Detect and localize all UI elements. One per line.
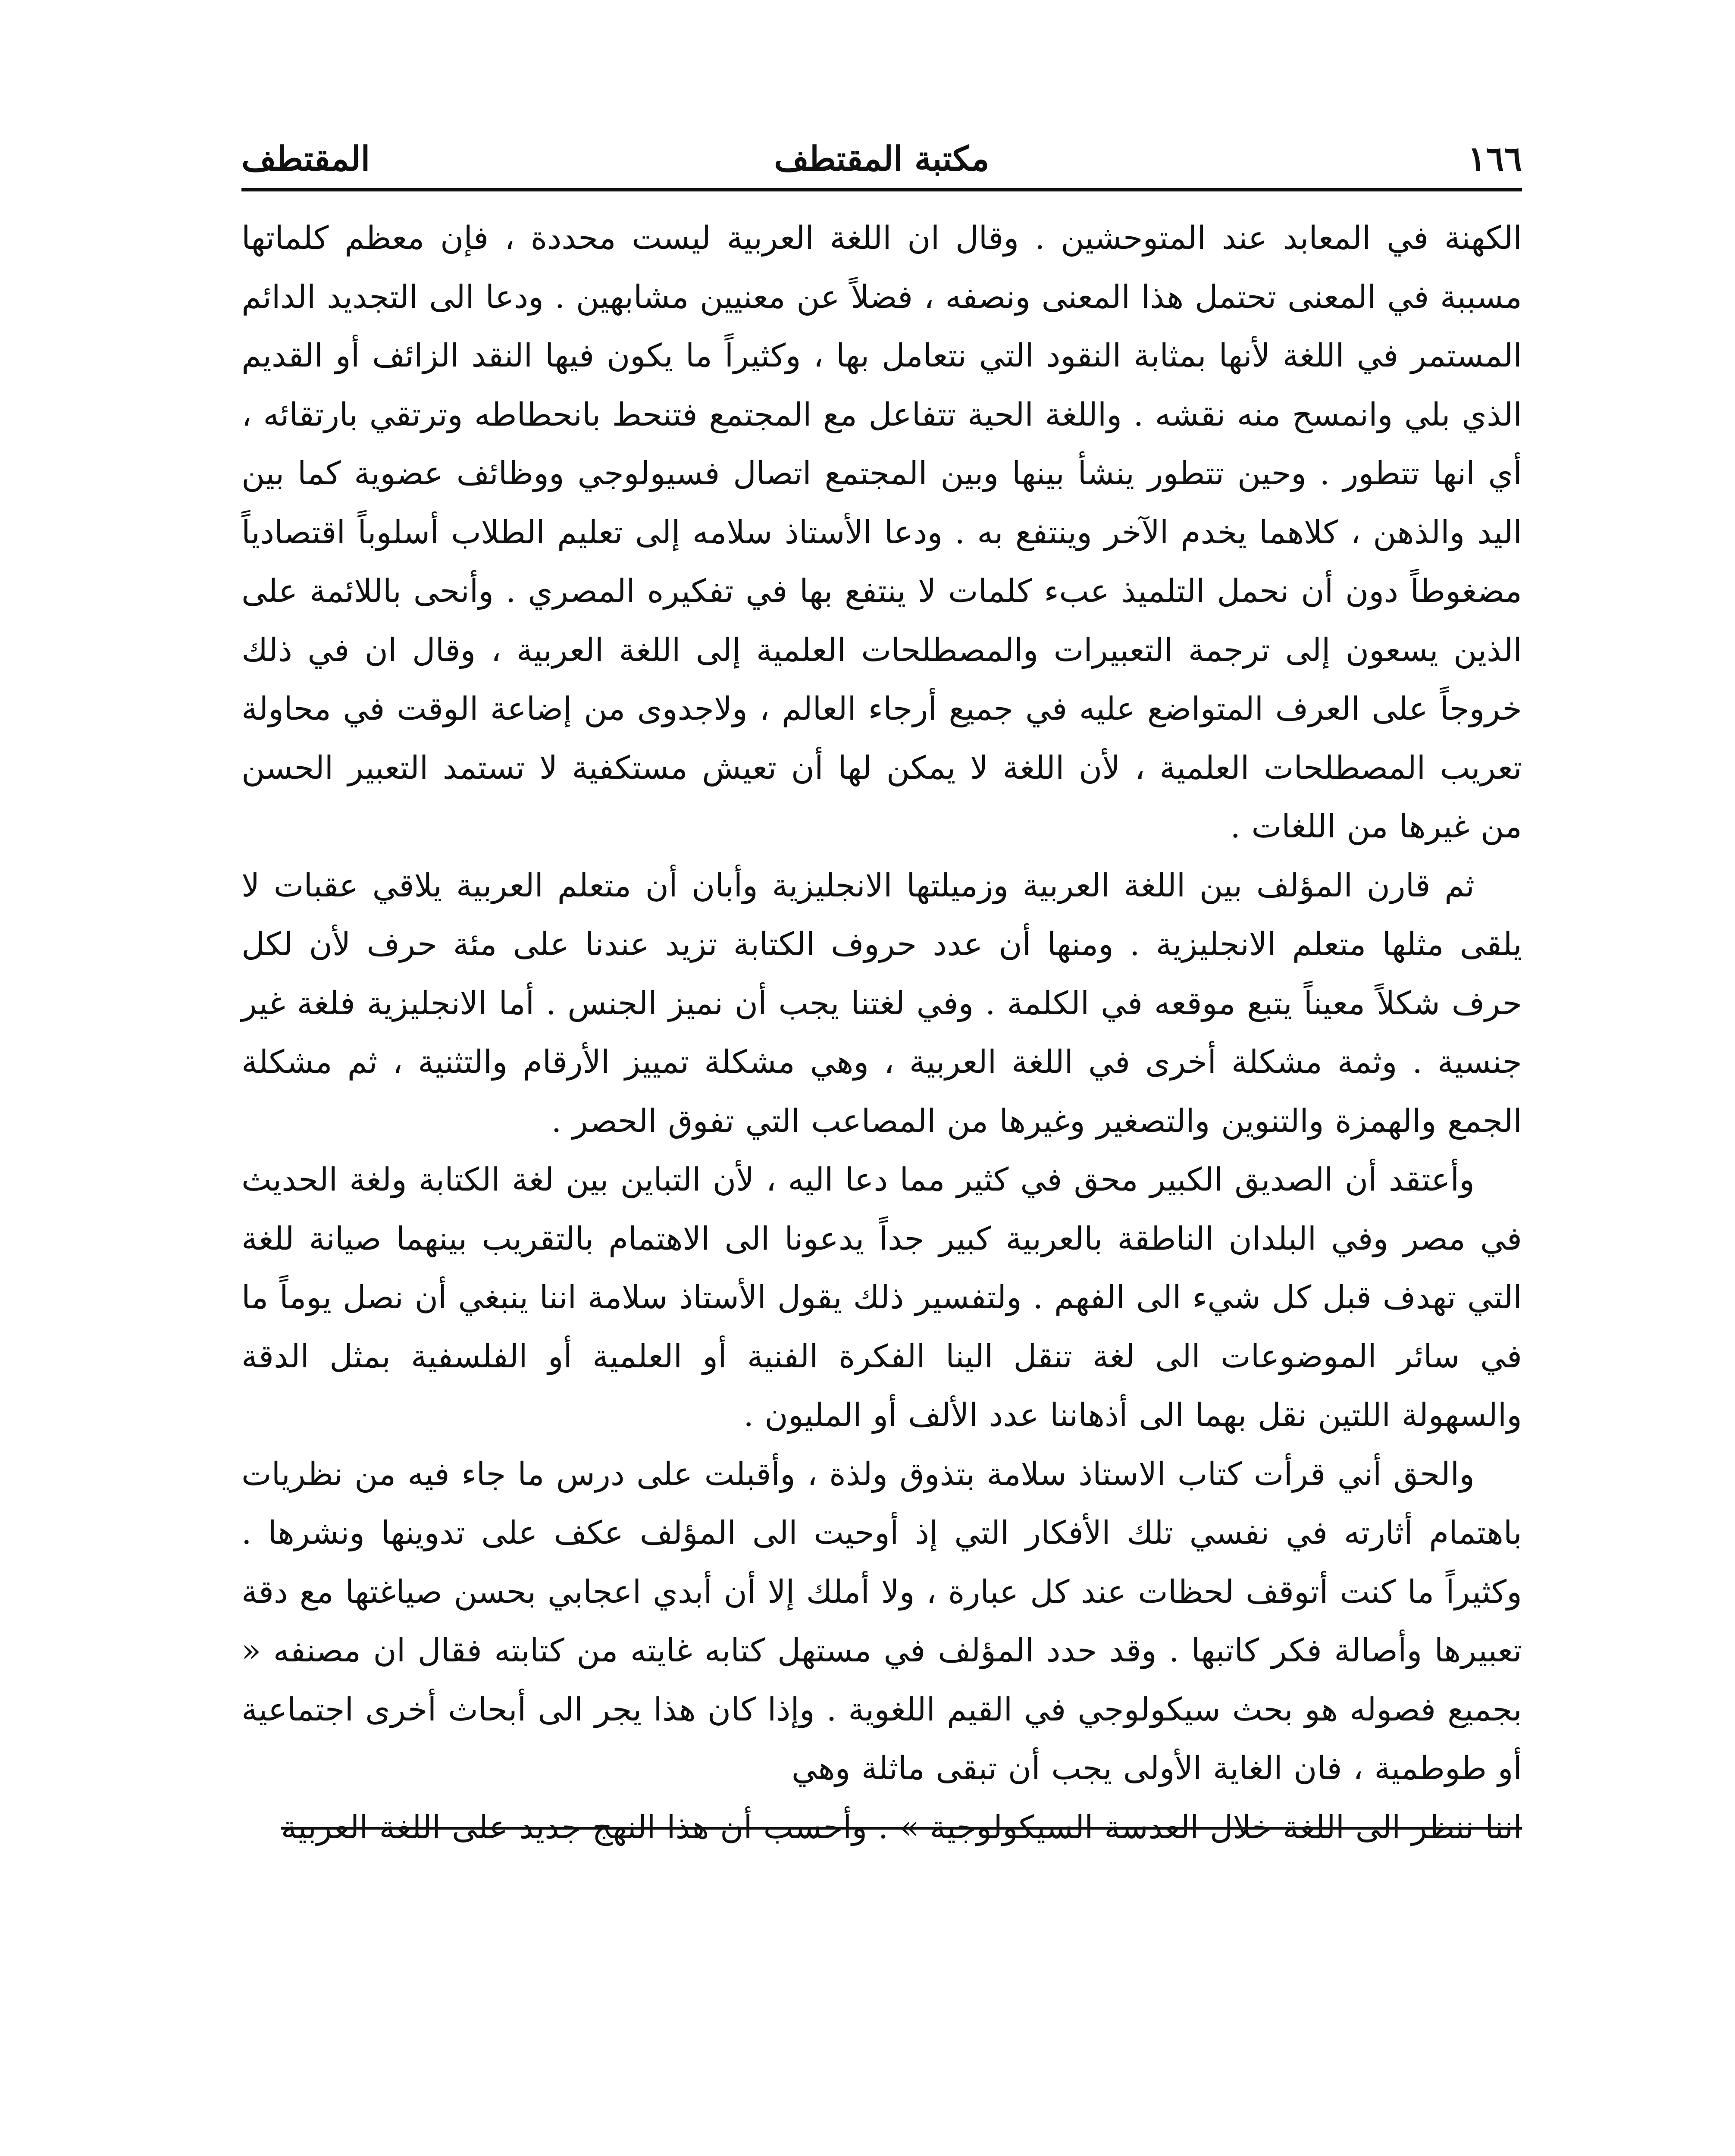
journal-name: المقتطف <box>241 139 370 179</box>
page-header <box>241 129 1522 185</box>
body-text <box>241 209 1522 1857</box>
struck-through-line: اننا ننظر الى اللغة خلال العدسة السيكولوجية » . وأحسب أن هذا النهج جديد على اللغة العربية <box>281 1808 1522 1846</box>
paragraph-2: ثم قارن المؤلف بين اللغة العربية وزميلتها الانجليزية وأبان أن متعلم العربية يلاقي عقبات لا يلقى مثلها متعلم الانجليزية . ومنها أن عدد حروف الكتابة تزيد عندنا على مئة حرف لأن لكل حرف شكلاً معيناً يتبع موقعه في الكلمة . وفي لغتنا يجب أن نميز الجنس . أما الانجليزية فلغة غير جنسية . وثمة مشكلة أخرى في اللغة العربية ، وهي مشكلة تمييز الأرقام والتثنية ، ثم مشكلة الجمع والهمزة والتنوين والتصغير وغيرها من المصاعب التي تفوق الحصر . <box>241 867 1522 1140</box>
page-number: ١٦٦ <box>1468 139 1522 179</box>
paragraph-3: وأعتقد أن الصديق الكبير محق في كثير مما دعا اليه ، لأن التباين بين لغة الكتابة ولغة الحديث في مصر وفي البلدان الناطقة بالعربية كبير جداً يدعونا الى الاهتمام بالتقريب بينهما صيانة للغة التي تهدف قبل كل شيء الى الفهم . ولتفسير ذلك يقول الأستاذ سلامة اننا ينبغي أن نصل يوماً ما في سائر الموضوعات الى لغة تنقل الينا الفكرة الفنية أو العلمية أو الفلسفية بمثل الدقة والسهولة اللتين نقل بهما الى أذهاننا عدد الألف أو المليون . <box>241 1161 1522 1434</box>
running-title: مكتبة المقتطف <box>774 139 990 179</box>
header-divider <box>241 188 1522 191</box>
paragraph-1: الكهنة في المعابد عند المتوحشين . وقال ان اللغة العربية ليست محددة ، فإن معظم كلماتها مسببة في المعنى تحتمل هذا المعنى ونصفه ، فضلاً عن معنيين مشابهين . ودعا الى التجديد الدائم المستمر في اللغة لأنها بمثابة النقود التي نتعامل بها ، وكثيراً ما يكون فيها النقد الزائف أو القديم الذي بلي وانمسح منه نقشه . واللغة الحية تتفاعل مع المجتمع فتنحط بانحطاطه وترتقي بارتقائه ، أي انها تتطور . وحين تتطور ينشأ بينها وبين المجتمع اتصال فسيولوجي ووظائف عضوية كما بين اليد والذهن ، كلاهما يخدم الآخر وينتفع به . ودعا الأستاذ سلامه إلى تعليم الطلاب أسلوباً اقتصادياً مضغوطاً دون أن نحمل التلميذ عبء كلمات لا ينتفع بها في تفكيره المصري . وأنحى باللائمة على الذين يسعون إلى ترجمة التعبيرات والمصطلحات العلمية إلى اللغة العربية ، وقال ان في ذلك خروجاً على العرف المتواضع عليه في جميع أرجاء العالم ، ولاجدوى من إضاعة الوقت في محاولة تعريب المصطلحات العلمية ، لأن اللغة لا يمكن لها أن تعيش مستكفية لا تستمد التعبير الحسن من غيرها من اللغات . <box>241 219 1522 845</box>
paragraph-4: والحق أني قرأت كتاب الاستاذ سلامة بتذوق ولذة ، وأقبلت على درس ما جاء فيه من نظريات باهتمام أثارته في نفسي تلك الأفكار التي إذ أوحيت الى المؤلف عكف على تدوينها ونشرها . وكثيراً ما كنت أتوقف لحظات عند كل عبارة ، ولا أملك إلا أن أبدي اعجابي بحسن صياغتها مع دقة تعبيرها وأصالة فكر كاتبها . وقد حدد المؤلف في مستهل كتابه غايته من كتابته فقال ان مصنفه « بجميع فصوله هو بحث سيكولوجي في القيم اللغوية . وإذا كان هذا يجر الى أبحاث أخرى اجتماعية أو طوطمية ، فان الغاية الأولى يجب أن تبقى ماثلة وهي <box>241 1455 1522 1787</box>
book-page <box>241 129 1522 2156</box>
